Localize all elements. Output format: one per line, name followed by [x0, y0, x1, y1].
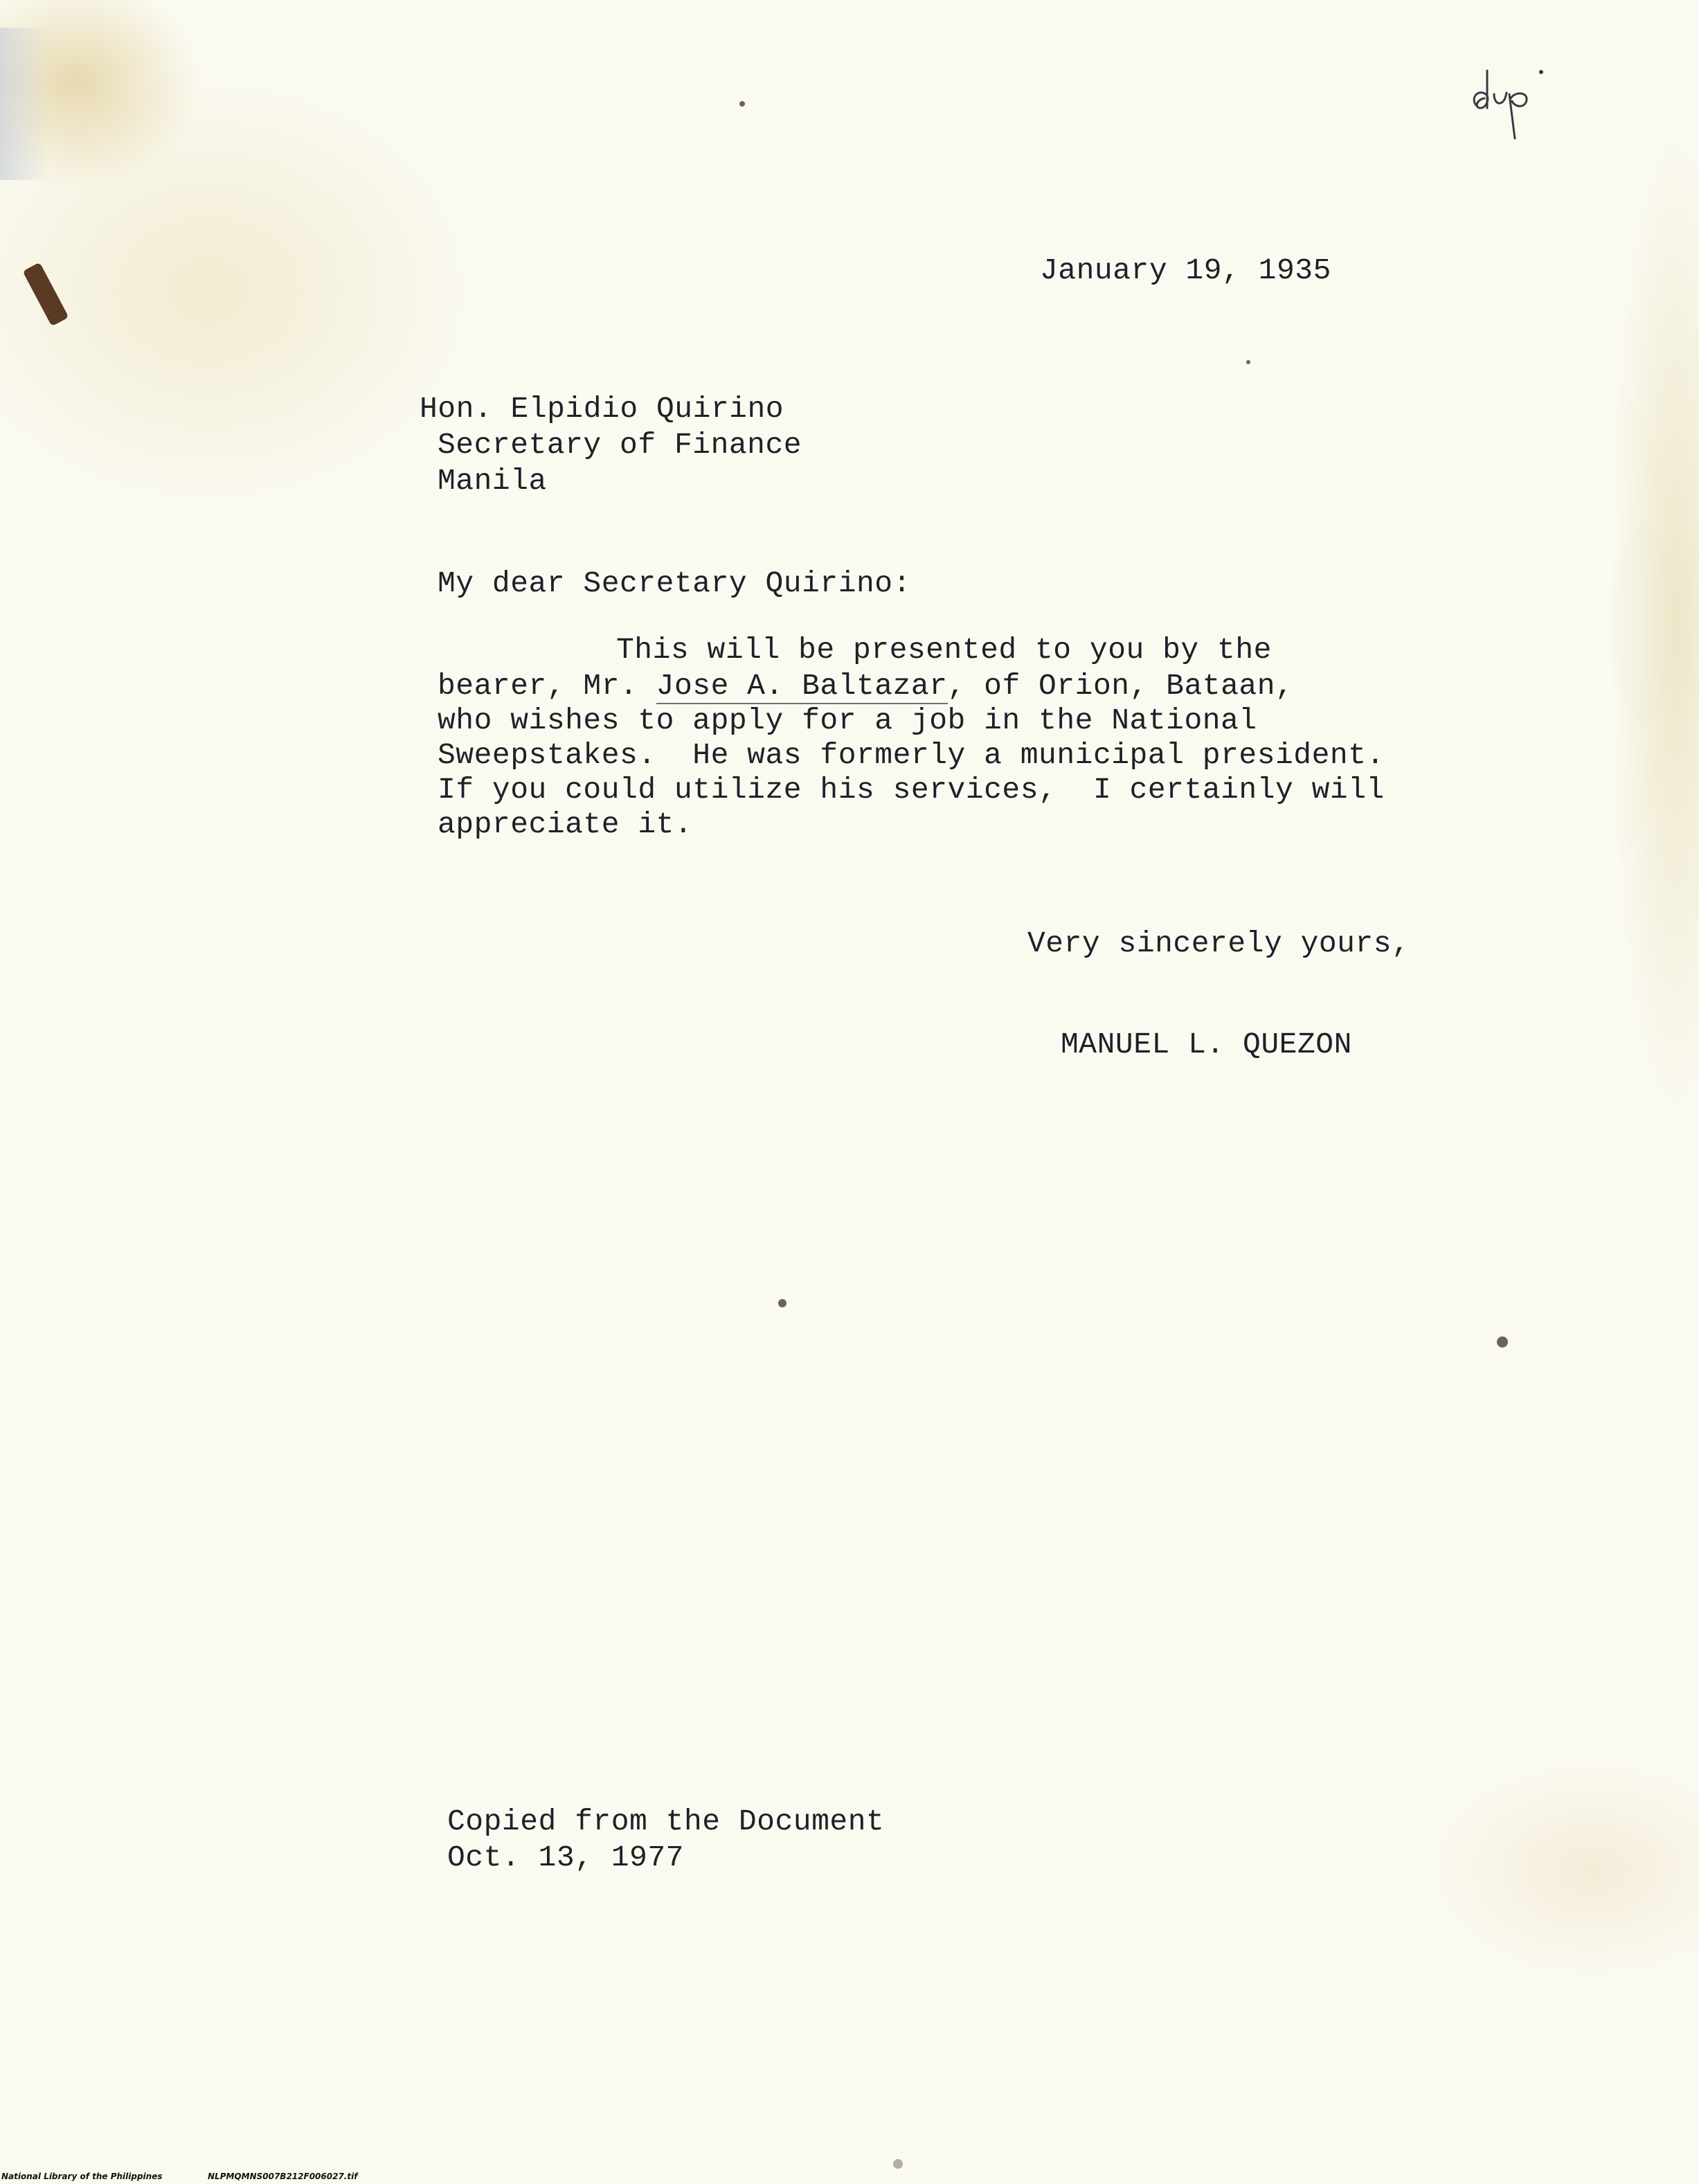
closing: Very sincerely yours,	[1027, 927, 1410, 960]
rust-stain	[23, 262, 69, 327]
recipient-title: Secretary of Finance	[438, 428, 802, 462]
ink-spot	[739, 101, 745, 107]
footer-library: National Library of the Philippines	[1, 2172, 163, 2181]
letter-date: January 19, 1935	[1040, 253, 1331, 287]
handwritten-dup-annotation	[1466, 62, 1549, 145]
archive-footer	[0, 2169, 1699, 2184]
body-line-1: This will be presented to you by the	[616, 633, 1272, 667]
ink-spot	[1497, 1336, 1508, 1348]
footer-file-id: NLPMQMNS007B212F006027.tif	[208, 2172, 358, 2181]
copy-note-line-1: Copied from the Document	[447, 1805, 885, 1838]
body-line-2-prefix: bearer, Mr.	[438, 669, 656, 703]
recipient-name: Hon. Elpidio Quirino	[420, 392, 784, 426]
signature-name: MANUEL L. QUEZON	[1061, 1028, 1352, 1062]
body-line-4: Sweepstakes. He was formerly a municipal president.	[438, 738, 1385, 772]
body-line-2-suffix: , of Orion, Bataan,	[947, 669, 1294, 703]
salutation: My dear Secretary Quirino:	[438, 566, 911, 600]
ink-spot	[893, 2159, 903, 2169]
ink-spot	[1246, 360, 1250, 364]
body-line-6: appreciate it.	[438, 807, 693, 841]
ink-spot	[778, 1299, 786, 1307]
body-line-3: who wishes to apply for a job in the National	[438, 704, 1257, 737]
copy-note-line-2: Oct. 13, 1977	[447, 1841, 684, 1874]
body-line-5: If you could utilize his services, I certainly will	[438, 773, 1385, 807]
folded-corner	[0, 28, 48, 180]
body-line-2	[438, 669, 1293, 704]
recipient-city: Manila	[438, 464, 547, 498]
bearer-name: Jose A. Baltazar	[656, 669, 948, 703]
